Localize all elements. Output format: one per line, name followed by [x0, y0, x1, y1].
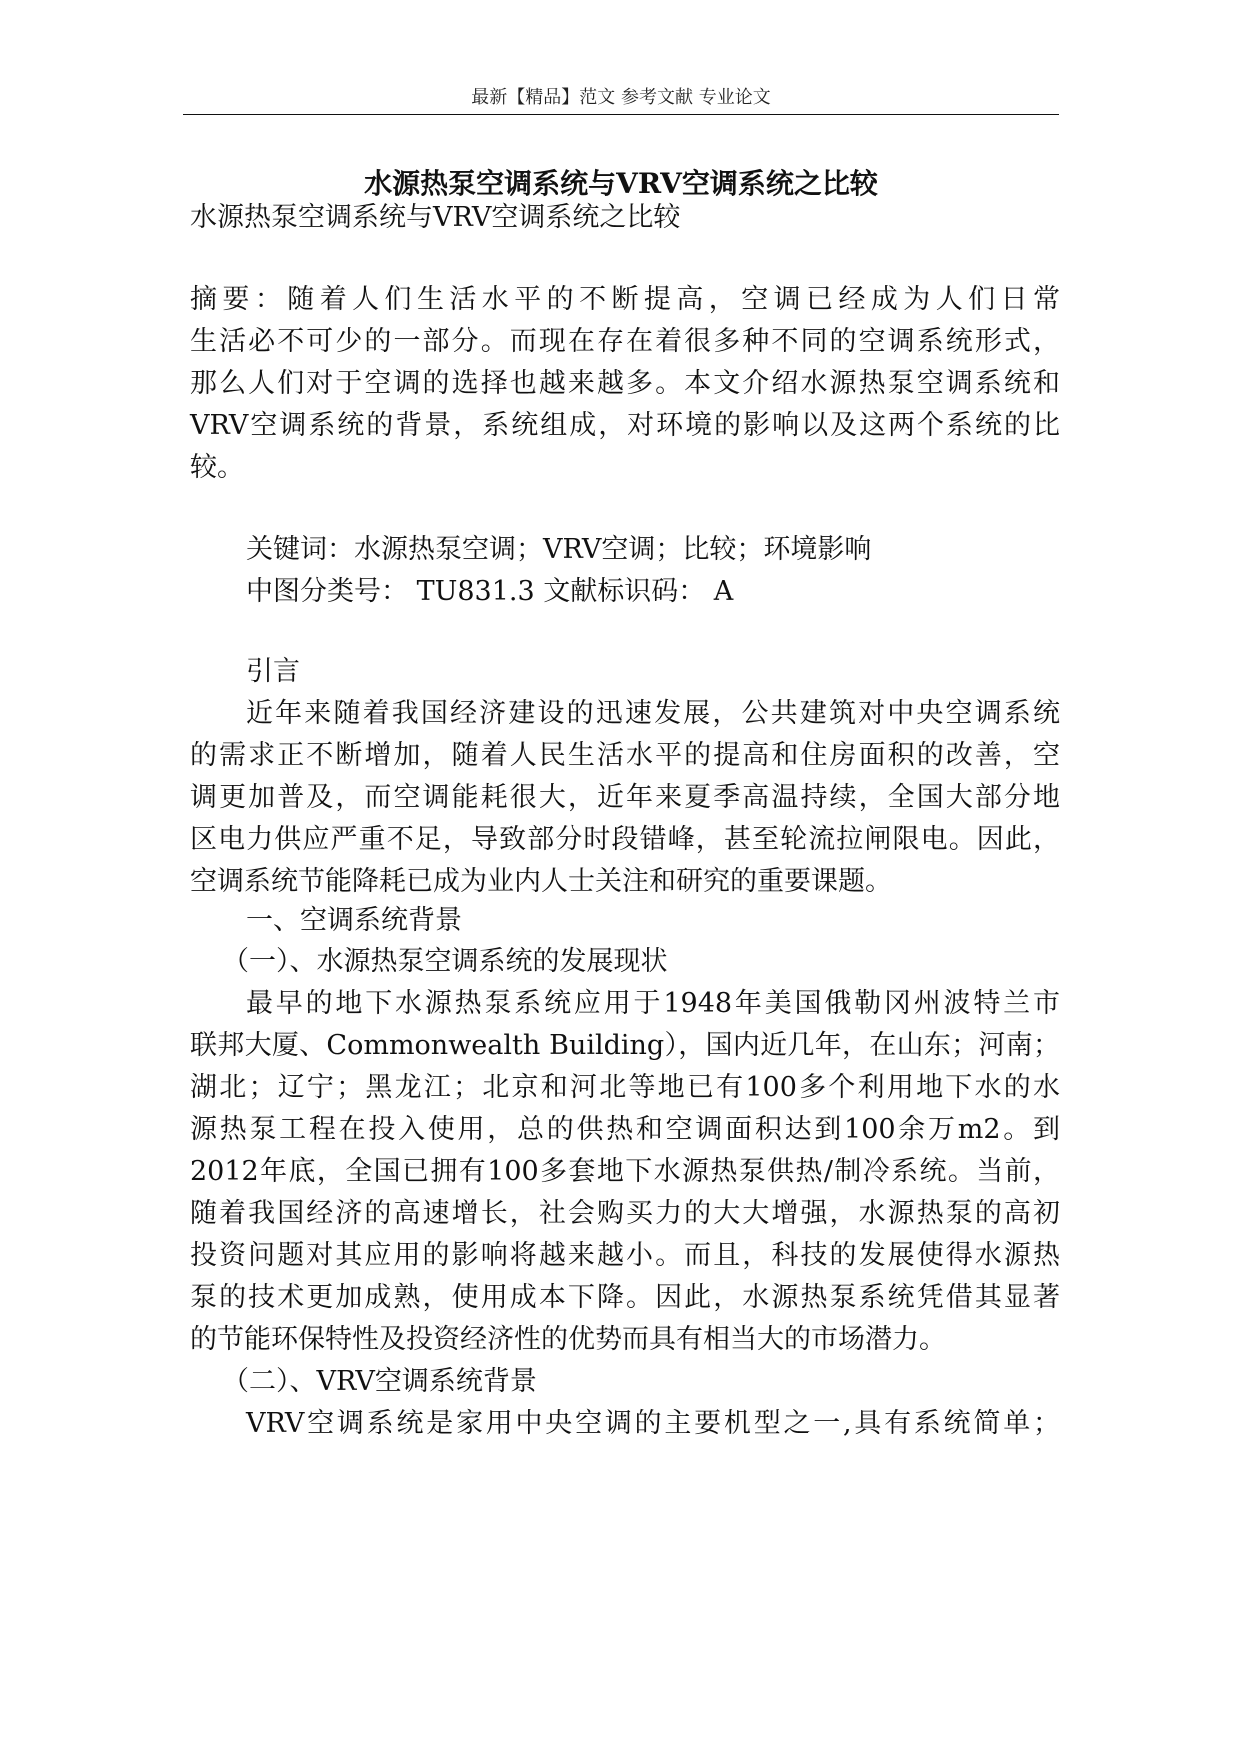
document-subtitle: 水源热泵空调系统与VRV空调系统之比较 — [190, 202, 681, 233]
abstract-line: 生活必不可少的一部分。而现在存在着很多种不同的空调系统形式， — [190, 326, 1060, 357]
abstract-line: 摘要：随着人们生活水平的不断提高，空调已经成为人们日常 — [190, 284, 1060, 315]
classification: 中图分类号： TU831.3 文献标识码： A — [246, 576, 734, 607]
subsection-heading: （一）、水源热泵空调系统的发展现状 — [222, 946, 668, 977]
body-line: 泵的技术更加成熟，使用成本下降。因此，水源热泵系统凭借其显著 — [190, 1282, 1060, 1313]
keywords: 关键词：水源热泵空调；VRV空调；比较；环境影响 — [246, 534, 872, 565]
document-title: 水源热泵空调系统与VRV空调系统之比较 — [364, 167, 878, 200]
intro-line: 的需求正不断增加，随着人民生活水平的提高和住房面积的改善，空 — [190, 740, 1060, 771]
body-line: 随着我国经济的高速增长，社会购买力的大大增强，水源热泵的高初 — [190, 1198, 1060, 1229]
body-line: 2012年底，全国已拥有100多套地下水源热泵供热/制冷系统。当前， — [190, 1156, 1060, 1187]
header-divider — [183, 114, 1059, 115]
intro-line: 近年来随着我国经济建设的迅速发展，公共建筑对中央空调系统 — [246, 698, 1060, 729]
body-line: 源热泵工程在投入使用，总的供热和空调面积达到100余万m2。到 — [190, 1114, 1060, 1145]
body-line: VRV空调系统是家用中央空调的主要机型之一,具有系统简单； — [246, 1408, 1060, 1439]
body-line: 湖北；辽宁；黑龙江；北京和河北等地已有100多个利用地下水的水 — [190, 1072, 1060, 1103]
section-heading: 一、空调系统背景 — [246, 905, 462, 936]
page-header: 最新【精品】范文 参考文献 专业论文 — [471, 87, 771, 108]
intro-heading: 引言 — [246, 656, 300, 687]
body-line: 联邦大厦、Commonwealth Building），国内近几年，在山东；河南； — [190, 1030, 1060, 1061]
abstract-line: 较。 — [190, 452, 244, 483]
intro-line: 区电力供应严重不足，导致部分时段错峰，甚至轮流拉闸限电。因此， — [190, 824, 1060, 855]
body-line: 投资问题对其应用的影响将越来越小。而且，科技的发展使得水源热 — [190, 1240, 1060, 1271]
intro-line: 空调系统节能降耗已成为业内人士关注和研究的重要课题。 — [190, 866, 892, 897]
intro-line: 调更加普及，而空调能耗很大，近年来夏季高温持续，全国大部分地 — [190, 782, 1060, 813]
subsection-heading: （二）、VRV空调系统背景 — [222, 1366, 537, 1397]
body-line: 的节能环保特性及投资经济性的优势而具有相当大的市场潜力。 — [190, 1324, 946, 1355]
body-line: 最早的地下水源热泵系统应用于1948年美国俄勒冈州波特兰市 — [246, 988, 1060, 1019]
abstract-line: VRV空调系统的背景，系统组成，对环境的影响以及这两个系统的比 — [190, 410, 1060, 441]
abstract-line: 那么人们对于空调的选择也越来越多。本文介绍水源热泵空调系统和 — [190, 368, 1060, 399]
